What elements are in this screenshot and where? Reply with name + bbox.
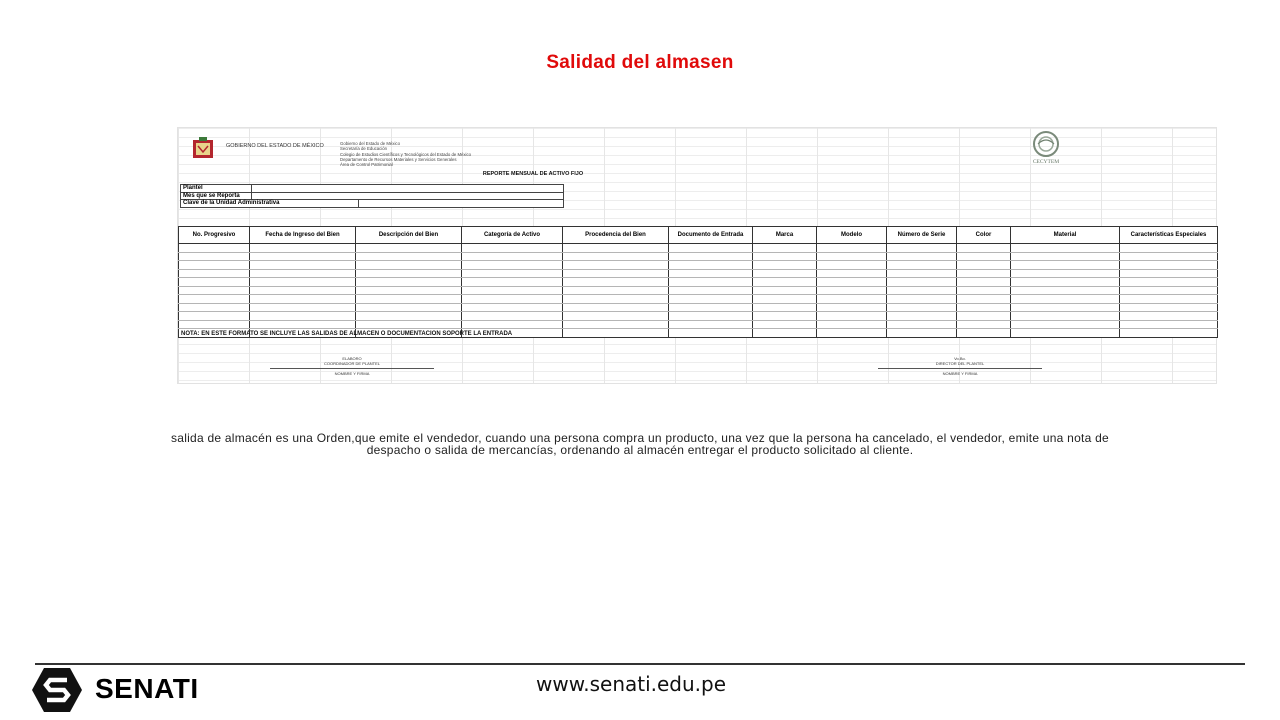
table-cell xyxy=(957,269,1011,278)
table-cell xyxy=(356,244,462,253)
table-cell xyxy=(179,252,250,261)
table-cell xyxy=(887,303,957,312)
table-cell xyxy=(250,312,356,321)
table-cell xyxy=(1120,278,1218,287)
table-cell xyxy=(462,295,563,304)
senati-logo-icon xyxy=(31,667,83,713)
table-cell xyxy=(669,278,753,287)
table-cell xyxy=(179,278,250,287)
table-cell xyxy=(563,329,669,338)
table-cell xyxy=(563,269,669,278)
table-cell xyxy=(1011,320,1120,329)
table-cell xyxy=(250,286,356,295)
table-cell xyxy=(250,269,356,278)
field-value-clave xyxy=(359,200,564,208)
table-cell xyxy=(179,312,250,321)
table-cell xyxy=(817,329,887,338)
column-header: Marca xyxy=(753,227,817,244)
table-cell xyxy=(817,244,887,253)
table-cell xyxy=(669,295,753,304)
signature-role: ELABORO xyxy=(342,356,362,361)
signature-caption: NOMBRE Y FIRMA xyxy=(334,371,370,376)
table-cell xyxy=(957,252,1011,261)
signature-line xyxy=(270,368,434,369)
table-cell xyxy=(1120,261,1218,270)
table-cell xyxy=(563,303,669,312)
institution-line: Departamento de Recursos Materiales y Servicios Generales xyxy=(340,156,457,162)
asset-table-body xyxy=(179,244,1218,338)
table-cell xyxy=(462,278,563,287)
table-cell xyxy=(887,278,957,287)
table-cell xyxy=(669,261,753,270)
table-cell xyxy=(179,244,250,253)
table-cell xyxy=(356,295,462,304)
table-cell xyxy=(179,286,250,295)
table-cell xyxy=(669,244,753,253)
website-link[interactable]: www.senati.edu.pe xyxy=(536,672,727,696)
table-cell xyxy=(817,320,887,329)
table-cell xyxy=(753,295,817,304)
senati-brand-name: SENATI xyxy=(95,673,199,704)
signature-title: COORDINADOR DE PLANTEL xyxy=(323,361,380,366)
gov-estado-mexico-logo-icon xyxy=(190,136,216,160)
institution-line: Gobierno del Estado de México xyxy=(340,141,400,146)
table-cell xyxy=(356,278,462,287)
column-header: Color xyxy=(957,227,1011,244)
field-label-clave: Clave de la Unidad Administrativa xyxy=(181,200,359,208)
table-cell xyxy=(753,261,817,270)
table-cell xyxy=(179,269,250,278)
table-cell xyxy=(1011,312,1120,321)
column-header: Categoría de Activo xyxy=(462,227,563,244)
table-cell xyxy=(563,261,669,270)
table-cell xyxy=(563,244,669,253)
field-label-plantel: Plantel xyxy=(181,185,252,193)
signature-caption: NOMBRE Y FIRMA xyxy=(942,371,978,376)
table-row xyxy=(179,320,1218,329)
table-row xyxy=(179,295,1218,304)
table-cell xyxy=(1120,244,1218,253)
table-cell xyxy=(957,244,1011,253)
table-cell xyxy=(957,278,1011,287)
table-cell xyxy=(356,312,462,321)
table-cell xyxy=(957,286,1011,295)
table-cell xyxy=(356,303,462,312)
table-row xyxy=(179,252,1218,261)
table-cell xyxy=(1120,329,1218,338)
cecytem-logo-icon xyxy=(1016,130,1076,166)
table-cell xyxy=(957,295,1011,304)
cecytem-logo-text: CECYTEM xyxy=(1032,159,1060,165)
table-cell xyxy=(250,278,356,287)
table-cell xyxy=(1120,320,1218,329)
institution-header xyxy=(340,141,640,167)
table-cell xyxy=(250,320,356,329)
table-cell xyxy=(1011,244,1120,253)
table-cell xyxy=(179,295,250,304)
table-cell xyxy=(179,261,250,270)
table-cell xyxy=(250,244,356,253)
table-cell xyxy=(887,244,957,253)
table-cell xyxy=(1120,269,1218,278)
table-row xyxy=(179,312,1218,321)
table-cell xyxy=(669,312,753,321)
asset-table xyxy=(178,226,1218,338)
table-cell xyxy=(957,261,1011,270)
table-cell xyxy=(250,252,356,261)
institution-line: Secretaría de Educación xyxy=(340,146,388,152)
column-header: No. Progresivo xyxy=(179,227,250,244)
table-cell xyxy=(356,320,462,329)
table-cell xyxy=(753,252,817,261)
slide-description: salida de almacén es una Orden,que emite el vendedor, cuando una persona compra un producto, una vez que la persona ha cancelado, el vendedor, emite una nota de despacho o salida de mercancías, ordenando al almacén entregar el producto solicitado al cliente. xyxy=(171,431,1109,457)
table-cell xyxy=(753,329,817,338)
table-cell xyxy=(753,320,817,329)
table-cell xyxy=(887,295,957,304)
table-cell xyxy=(462,269,563,278)
table-cell xyxy=(669,329,753,338)
table-cell xyxy=(1011,295,1120,304)
table-cell xyxy=(462,261,563,270)
table-cell xyxy=(957,303,1011,312)
table-cell xyxy=(462,312,563,321)
table-cell xyxy=(356,252,462,261)
report-fields xyxy=(180,184,564,208)
signature-role: Vo.Bo. xyxy=(954,356,966,361)
table-cell xyxy=(1011,278,1120,287)
table-cell xyxy=(250,295,356,304)
table-cell xyxy=(1120,295,1218,304)
table-cell xyxy=(887,312,957,321)
column-header: Fecha de Ingreso del Bien xyxy=(250,227,356,244)
signature-title: DIRECTOR DEL PLANTEL xyxy=(935,361,985,366)
table-row xyxy=(179,261,1218,270)
table-cell xyxy=(1011,303,1120,312)
table-cell xyxy=(887,329,957,338)
table-cell xyxy=(563,286,669,295)
table-cell xyxy=(356,269,462,278)
table-cell xyxy=(563,295,669,304)
table-cell xyxy=(462,244,563,253)
table-row xyxy=(179,269,1218,278)
table-row xyxy=(179,278,1218,287)
table-cell xyxy=(563,320,669,329)
table-cell xyxy=(753,312,817,321)
gov-logo-text: GOBIERNO DEL ESTADO DE MÉXICO xyxy=(226,143,324,149)
table-cell xyxy=(887,261,957,270)
table-cell xyxy=(957,320,1011,329)
table-cell xyxy=(1120,252,1218,261)
table-cell xyxy=(356,286,462,295)
column-header: Número de Serie xyxy=(887,227,957,244)
signature-line xyxy=(878,368,1042,369)
table-cell xyxy=(563,278,669,287)
table-cell xyxy=(669,320,753,329)
table-cell xyxy=(817,295,887,304)
table-cell xyxy=(563,312,669,321)
table-cell xyxy=(1120,303,1218,312)
table-cell xyxy=(753,244,817,253)
table-cell xyxy=(817,261,887,270)
table-cell xyxy=(462,303,563,312)
table-cell xyxy=(250,303,356,312)
table-cell xyxy=(753,286,817,295)
table-cell xyxy=(1120,286,1218,295)
table-cell xyxy=(669,286,753,295)
column-header: Modelo xyxy=(817,227,887,244)
table-cell xyxy=(753,269,817,278)
table-cell xyxy=(887,269,957,278)
table-cell xyxy=(356,261,462,270)
field-value-plantel xyxy=(252,185,564,193)
table-cell xyxy=(887,252,957,261)
table-cell xyxy=(817,252,887,261)
column-header: Características Especiales xyxy=(1120,227,1218,244)
table-cell xyxy=(669,269,753,278)
table-cell xyxy=(1011,329,1120,338)
institution-line: Área de Control Patrimonial xyxy=(340,162,393,168)
column-header: Procedencia del Bien xyxy=(563,227,669,244)
column-header: Material xyxy=(1011,227,1120,244)
table-cell xyxy=(179,303,250,312)
table-cell xyxy=(1120,312,1218,321)
form-note: NOTA: EN ESTE FORMATO SE INCLUYE LAS SALIDAS DE ALMACEN O DOCUMENTACION SOPORTE LA ENTRADA xyxy=(181,331,513,337)
field-label-mes: Mes que se Reporta xyxy=(181,192,252,200)
table-cell xyxy=(462,320,563,329)
activo-fijo-form xyxy=(177,127,1217,384)
footer-divider xyxy=(35,663,1245,665)
slide-title: Salidad del almasen xyxy=(546,52,734,73)
table-cell xyxy=(817,269,887,278)
table-cell xyxy=(462,286,563,295)
table-cell xyxy=(753,278,817,287)
table-cell xyxy=(957,329,1011,338)
signature-block-left xyxy=(270,356,434,376)
table-cell xyxy=(669,303,753,312)
table-cell xyxy=(817,312,887,321)
table-cell xyxy=(1011,286,1120,295)
table-cell xyxy=(957,312,1011,321)
table-cell xyxy=(753,303,817,312)
table-row xyxy=(179,286,1218,295)
signature-block-right xyxy=(878,356,1042,376)
field-value-mes xyxy=(252,192,564,200)
table-header-row xyxy=(179,227,1218,244)
table-cell xyxy=(817,303,887,312)
column-header: Descripción del Bien xyxy=(356,227,462,244)
table-cell xyxy=(817,278,887,287)
table-cell xyxy=(179,320,250,329)
table-cell xyxy=(887,320,957,329)
table-cell xyxy=(817,286,887,295)
table-cell xyxy=(887,286,957,295)
table-cell xyxy=(1011,252,1120,261)
institution-line: Colegio de Estudios Científicos y Tecnológicos del Estado de México xyxy=(340,151,472,157)
table-row xyxy=(179,303,1218,312)
table-row xyxy=(179,244,1218,253)
table-cell xyxy=(462,252,563,261)
table-cell xyxy=(563,252,669,261)
column-header: Documento de Entrada xyxy=(669,227,753,244)
report-title: REPORTE MENSUAL DE ACTIVO FIJO xyxy=(482,171,584,177)
table-cell xyxy=(1011,269,1120,278)
table-cell xyxy=(669,252,753,261)
table-cell xyxy=(250,261,356,270)
table-cell xyxy=(1011,261,1120,270)
